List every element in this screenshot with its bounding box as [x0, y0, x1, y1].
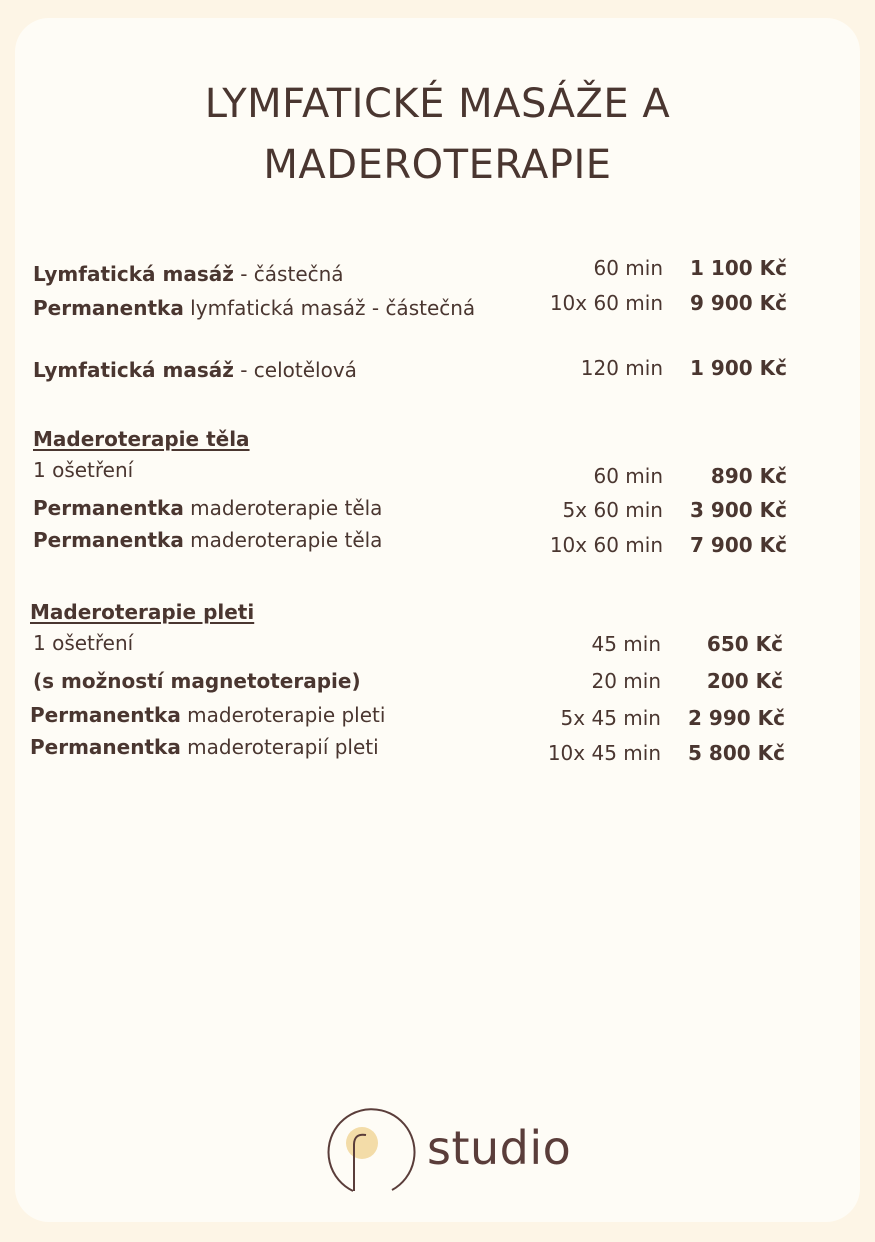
service-label: Lymfatická masáž - částečná [33, 262, 344, 286]
service-label: Permanentka maderoterapie těla [33, 528, 383, 552]
service-duration: 10x 45 min [547, 741, 661, 765]
service-price: 5 800 Kč [688, 741, 785, 765]
service-label: Permanentka lymfatická masáž - částečná [33, 296, 476, 320]
logo-dot [346, 1127, 378, 1159]
page-title-line2: MADEROTERAPIE [263, 142, 612, 188]
service-label: Permanentka maderoterapie těla [33, 496, 383, 520]
service-price: 650 Kč [706, 632, 783, 656]
service-label: Permanentka maderoterapie pleti [30, 703, 386, 727]
service-duration: 120 min [580, 356, 663, 380]
section-heading-face: Maderoterapie pleti [30, 600, 255, 624]
service-label: Lymfatická masáž - celotělová [33, 358, 357, 382]
service-duration: 60 min [593, 256, 663, 280]
service-label: (s možností magnetoterapie) [33, 669, 361, 693]
service-price: 890 Kč [710, 464, 787, 488]
service-duration: 45 min [591, 632, 661, 656]
r-circle-logo-icon [320, 1105, 416, 1197]
service-duration: 10x 60 min [549, 533, 663, 557]
service-price: 7 900 Kč [690, 533, 787, 557]
service-label: 1 ošetření [33, 458, 134, 482]
service-duration: 60 min [593, 464, 663, 488]
service-price: 3 900 Kč [690, 498, 787, 522]
service-duration: 5x 45 min [560, 706, 661, 730]
service-label: 1 ošetření [33, 631, 134, 655]
service-price: 9 900 Kč [690, 291, 787, 315]
service-duration: 5x 60 min [562, 498, 663, 522]
service-duration: 10x 60 min [549, 291, 663, 315]
logo-text: studio [427, 1121, 572, 1175]
service-price: 2 990 Kč [688, 706, 785, 730]
service-price: 200 Kč [706, 669, 783, 693]
service-price: 1 100 Kč [690, 256, 787, 280]
service-label: Permanentka maderoterapií pleti [30, 735, 379, 759]
service-duration: 20 min [591, 669, 661, 693]
service-price: 1 900 Kč [690, 356, 787, 380]
page-title-line1: LYMFATICKÉ MASÁŽE A [204, 81, 671, 127]
section-heading-body: Maderoterapie těla [33, 427, 250, 451]
